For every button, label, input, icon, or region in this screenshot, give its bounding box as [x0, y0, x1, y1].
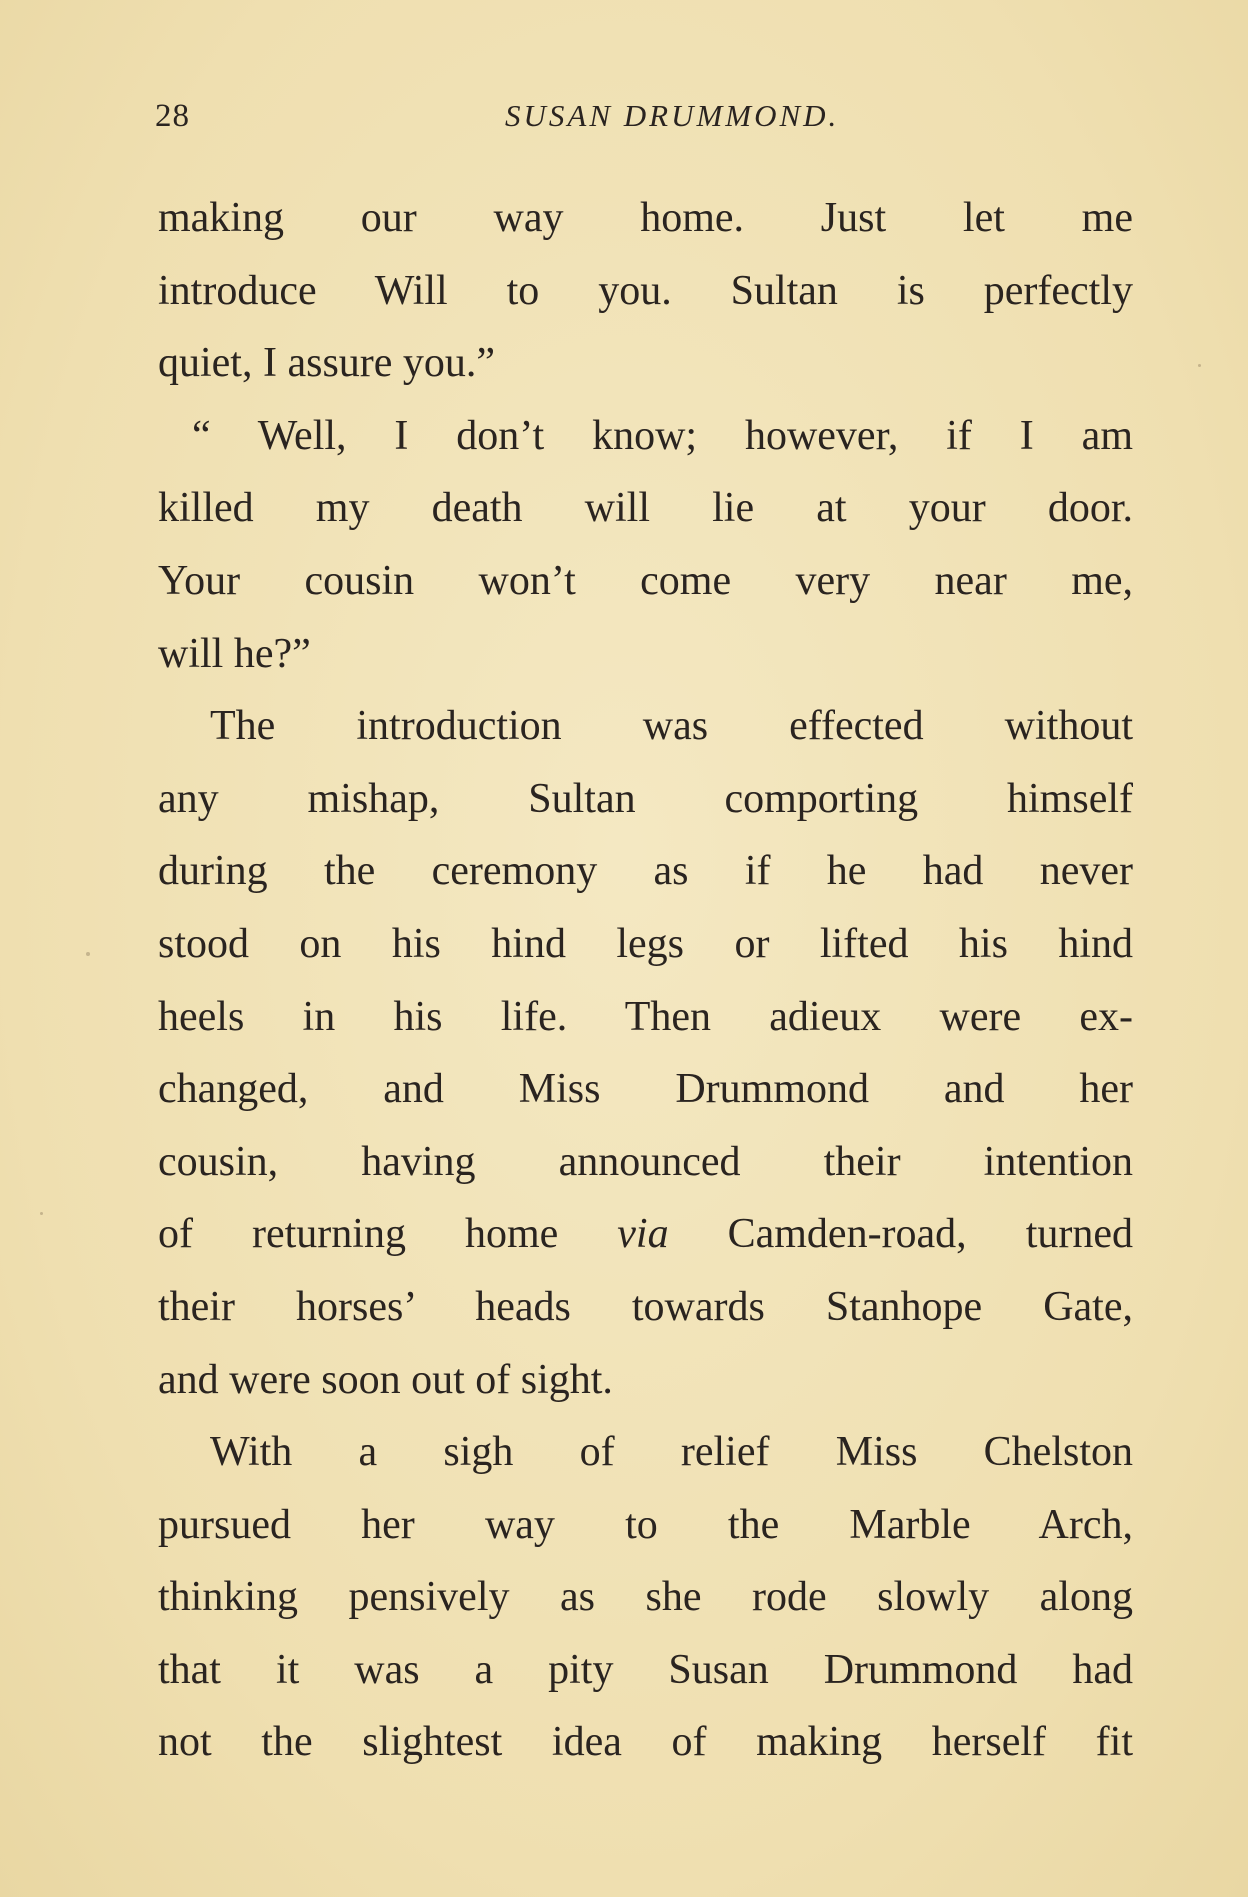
text-line: thinking pensively as she rode slowly along: [158, 1574, 1133, 1621]
text-line: [158, 1198, 1133, 1271]
text-line: heels in his life. Then adieux were ex-: [158, 993, 1133, 1040]
paper-speck: [1198, 364, 1201, 367]
text-line: during the ceremony as if he had never: [158, 848, 1133, 895]
text-line: their horses’ heads towards Stanhope Gate,: [158, 1283, 1133, 1330]
paper-speck: [86, 952, 90, 956]
text-line: Your cousin won’t come very near me,: [158, 557, 1133, 604]
text-line: cousin, having announced their intention: [158, 1138, 1133, 1185]
body-text: [158, 182, 1133, 1779]
text-line: stood on his hind legs or lifted his hind: [158, 920, 1133, 967]
text-line: changed, and Miss Drummond and her: [158, 1066, 1133, 1113]
text-line: not the slightest idea of making herself fit: [158, 1719, 1133, 1766]
text-line: The introduction was effected without: [210, 703, 1133, 750]
paper-speck: [40, 1212, 43, 1215]
text-line: pursued her way to the Marble Arch,: [158, 1501, 1133, 1548]
text-line: “ Well, I don’t know; however, if I am: [192, 412, 1133, 459]
text-segment: Camden-road, turned: [668, 1211, 1133, 1258]
italic-word: via: [617, 1211, 669, 1258]
running-title: SUSAN DRUMMOND.: [505, 98, 840, 133]
running-head: [155, 98, 1135, 148]
text-line: introduce Will to you. Sultan is perfectly: [158, 267, 1133, 314]
text-line: that it was a pity Susan Drummond had: [158, 1646, 1133, 1693]
text-line: any mishap, Sultan comporting himself: [158, 775, 1133, 822]
text-segment: of returning home: [158, 1211, 618, 1258]
text-line: quiet, I assure you.”: [158, 340, 496, 387]
page-number: 28: [155, 98, 190, 134]
text-line: With a sigh of relief Miss Chelston: [210, 1429, 1133, 1476]
text-line: killed my death will lie at your door.: [158, 485, 1133, 532]
text-line: will he?”: [158, 630, 311, 677]
text-line: and were soon out of sight.: [158, 1356, 613, 1403]
text-line: making our way home. Just let me: [158, 195, 1133, 241]
